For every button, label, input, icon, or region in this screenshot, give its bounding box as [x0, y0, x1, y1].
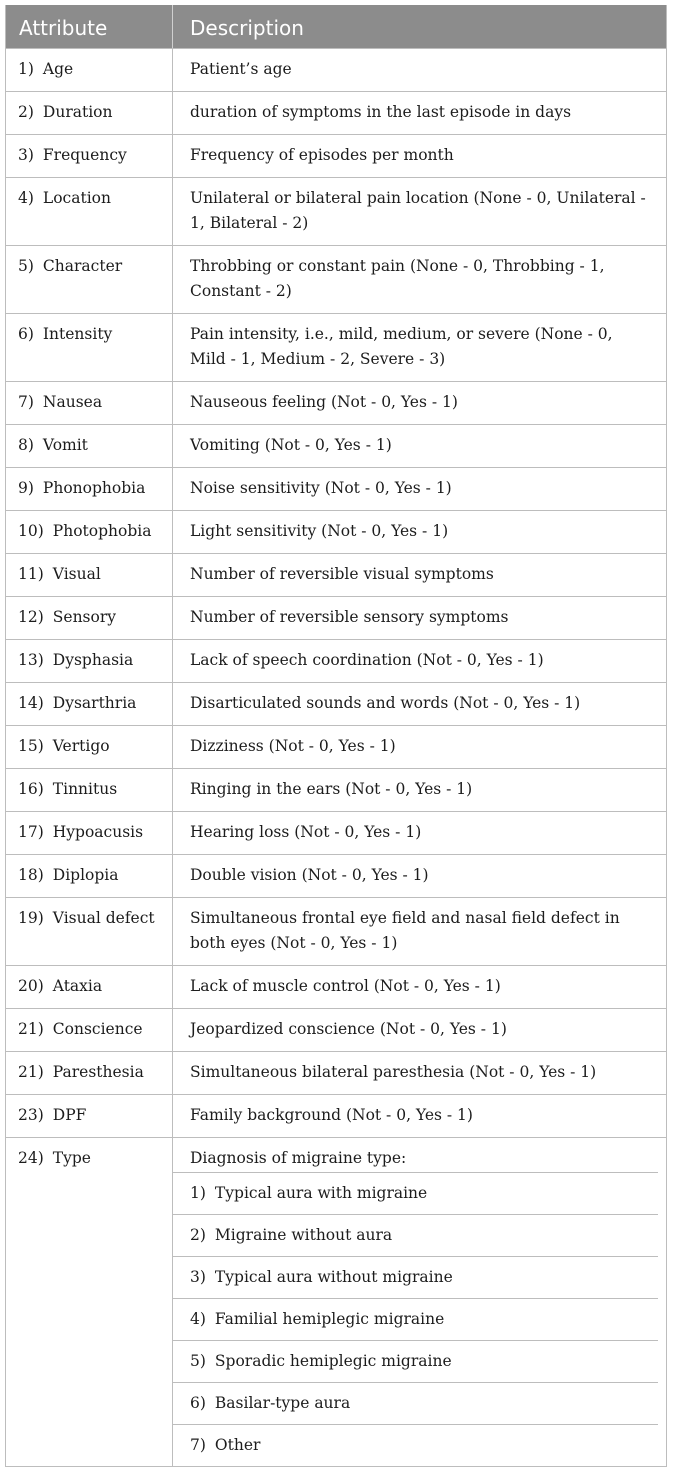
attribute-name: Location: [42, 189, 111, 207]
attribute-description: Ringing in the ears (Not - 0, Yes - 1): [190, 780, 473, 798]
attribute-description: Frequency of episodes per month: [190, 146, 454, 164]
type-item-text: Other: [214, 1436, 261, 1454]
table-header: [6, 5, 666, 48]
attribute-name: Type: [52, 1149, 91, 1167]
table-row: [6, 48, 666, 91]
type-list-item: [173, 1424, 658, 1466]
type-item-text: Typical aura without migraine: [214, 1268, 453, 1286]
type-description: [173, 1138, 666, 1466]
table-row: [6, 1051, 666, 1094]
attribute-description: Noise sensitivity (Not - 0, Yes - 1): [190, 479, 452, 497]
row-number: 3): [18, 146, 34, 164]
table-row: [6, 1008, 666, 1051]
type-item-text: Typical aura with migraine: [214, 1184, 428, 1202]
attribute-description: Simultaneous bilateral paresthesia (Not - 0, Yes - 1): [190, 1063, 597, 1081]
row-number: 21): [18, 1020, 44, 1038]
table-row: [6, 596, 666, 639]
attribute-description: Number of reversible sensory symptoms: [190, 608, 509, 626]
attribute-name: Visual: [52, 565, 101, 583]
table-row: [6, 965, 666, 1008]
row-number: 14): [18, 694, 44, 712]
attributes-table: [5, 5, 667, 1467]
attribute-description: Throbbing or constant pain (None - 0, Throbbing - 1, Constant - 2): [190, 257, 605, 300]
table-row: [6, 811, 666, 854]
attribute-name: Ataxia: [52, 977, 103, 995]
attribute-description: Nauseous feeling (Not - 0, Yes - 1): [190, 393, 458, 411]
row-number: 2): [18, 103, 34, 121]
table-row: [6, 725, 666, 768]
table-row: [6, 424, 666, 467]
attribute-description: Patient’s age: [190, 60, 292, 78]
row-number: 9): [18, 479, 34, 497]
type-item-text: Basilar-type aura: [214, 1394, 351, 1412]
attribute-name: Visual defect: [52, 909, 155, 927]
row-number: 21): [18, 1063, 44, 1081]
table-row: [6, 134, 666, 177]
attribute-name: Dysarthria: [52, 694, 137, 712]
type-item-number: 2): [190, 1226, 206, 1244]
type-item-text: Sporadic hemiplegic migraine: [214, 1352, 452, 1370]
table-row: [6, 854, 666, 897]
row-number: 6): [18, 325, 34, 343]
attribute-description: Lack of speech coordination (Not - 0, Yes - 1): [190, 651, 544, 669]
type-intro: Diagnosis of migraine type:: [190, 1149, 407, 1167]
attribute-name: Photophobia: [52, 522, 152, 540]
row-number: 8): [18, 436, 34, 454]
type-item-number: 6): [190, 1394, 206, 1412]
row-number: 11): [18, 565, 44, 583]
table-row-type: [6, 1137, 666, 1466]
attribute-description: Light sensitivity (Not - 0, Yes - 1): [190, 522, 449, 540]
attribute-description: Family background (Not - 0, Yes - 1): [190, 1106, 473, 1124]
table-row: [6, 897, 666, 965]
table-row: [6, 91, 666, 134]
type-item-number: 5): [190, 1352, 206, 1370]
type-item-text: Migraine without aura: [214, 1226, 393, 1244]
table-row: [6, 639, 666, 682]
attribute-name: Dysphasia: [52, 651, 134, 669]
type-item-number: 3): [190, 1268, 206, 1286]
table-row: [6, 381, 666, 424]
row-number: 5): [18, 257, 34, 275]
table-row: [6, 768, 666, 811]
table-row: [6, 1094, 666, 1137]
row-number: 18): [18, 866, 44, 884]
attribute-name: Paresthesia: [52, 1063, 144, 1081]
attribute-description: Unilateral or bilateral pain location (None - 0, Unilateral - 1, Bilateral - 2): [190, 189, 646, 232]
row-number: 17): [18, 823, 44, 841]
header-attribute: Attribute: [6, 5, 173, 48]
attribute-description: duration of symptoms in the last episode in days: [190, 103, 572, 121]
attribute-description: Dizziness (Not - 0, Yes - 1): [190, 737, 396, 755]
attribute-description: Vomiting (Not - 0, Yes - 1): [190, 436, 392, 454]
attribute-name: Phonophobia: [42, 479, 146, 497]
row-number: 13): [18, 651, 44, 669]
table-row: [6, 682, 666, 725]
table-row: [6, 177, 666, 245]
attribute-description: Lack of muscle control (Not - 0, Yes - 1): [190, 977, 501, 995]
type-list-item: [173, 1214, 658, 1256]
type-list-item: [173, 1340, 658, 1382]
type-item-number: 1): [190, 1184, 206, 1202]
row-number: 19): [18, 909, 44, 927]
attribute-name: Character: [42, 257, 123, 275]
type-item-number: 7): [190, 1436, 206, 1454]
type-item-text: Familial hemiplegic migraine: [214, 1310, 445, 1328]
attribute-name: Intensity: [42, 325, 113, 343]
table-row: [6, 510, 666, 553]
type-item-number: 4): [190, 1310, 206, 1328]
row-number: 4): [18, 189, 34, 207]
attribute-description: Hearing loss (Not - 0, Yes - 1): [190, 823, 422, 841]
attribute-description: Jeopardized conscience (Not - 0, Yes - 1): [190, 1020, 507, 1038]
table-row: [6, 245, 666, 313]
type-list-item: [173, 1298, 658, 1340]
attribute-name: Diplopia: [52, 866, 119, 884]
row-number: 20): [18, 977, 44, 995]
attribute-name: Vertigo: [52, 737, 110, 755]
attribute-name: Sensory: [52, 608, 117, 626]
row-number: 12): [18, 608, 44, 626]
attribute-name: Vomit: [42, 436, 88, 454]
row-number: 10): [18, 522, 44, 540]
type-list-item: [173, 1172, 658, 1214]
row-number: 24): [18, 1149, 44, 1167]
attribute-name: Conscience: [52, 1020, 143, 1038]
row-number: 23): [18, 1106, 44, 1124]
type-list-item: [173, 1256, 658, 1298]
attribute-description: Simultaneous frontal eye field and nasal field defect in both eyes (Not - 0, Yes - 1): [190, 909, 620, 952]
table-row: [6, 553, 666, 596]
header-description: Description: [190, 16, 304, 40]
row-number: 16): [18, 780, 44, 798]
attribute-description: Number of reversible visual symptoms: [190, 565, 494, 583]
row-number: 1): [18, 60, 34, 78]
type-list-item: [173, 1382, 658, 1424]
attribute-name: Hypoacusis: [52, 823, 144, 841]
attribute-description: Disarticulated sounds and words (Not - 0, Yes - 1): [190, 694, 581, 712]
attribute-name: Tinnitus: [52, 780, 118, 798]
row-number: 7): [18, 393, 34, 411]
table-row: [6, 313, 666, 381]
row-number: 15): [18, 737, 44, 755]
attribute-name: Frequency: [42, 146, 127, 164]
attribute-name: DPF: [52, 1106, 87, 1124]
attribute-description: Pain intensity, i.e., mild, medium, or severe (None - 0, Mild - 1, Medium - 2, Severe - 3): [190, 325, 613, 368]
attribute-name: Duration: [42, 103, 113, 121]
attribute-name: Age: [42, 60, 74, 78]
attribute-name: Nausea: [42, 393, 103, 411]
attribute-description: Double vision (Not - 0, Yes - 1): [190, 866, 429, 884]
table-row: [6, 467, 666, 510]
